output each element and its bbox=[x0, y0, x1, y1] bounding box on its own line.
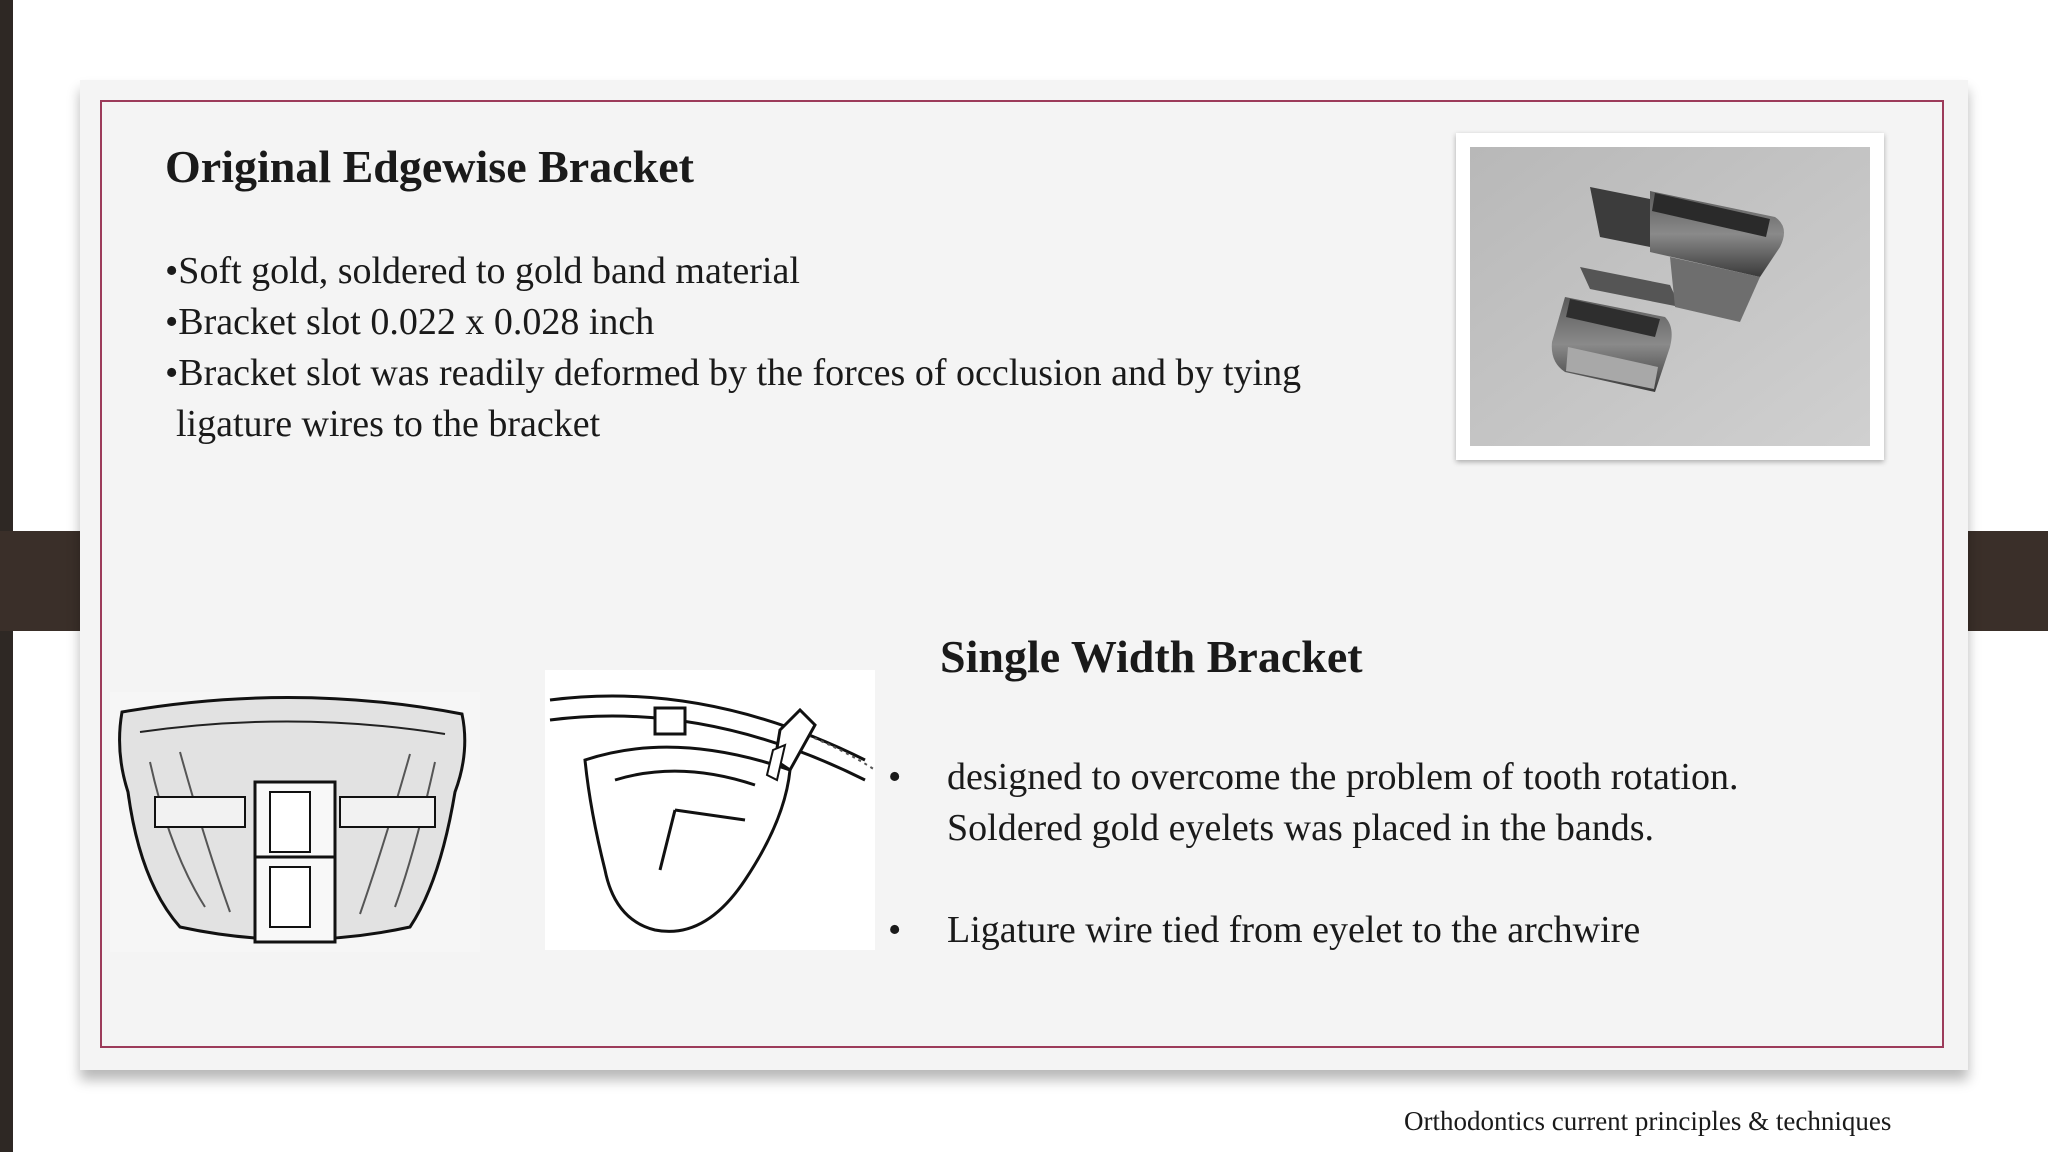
section1-bullet-3: •Bracket slot was readily deformed by the forces of occlusion and by tying bbox=[165, 352, 1302, 394]
section1-bullet-1: •Soft gold, soldered to gold band material bbox=[165, 250, 800, 292]
section1-title: Original Edgewise Bracket bbox=[165, 141, 694, 192]
band-with-bracket-drawing bbox=[110, 692, 480, 952]
section1-bullet-list bbox=[165, 246, 1415, 450]
bullet-marker: • bbox=[888, 756, 902, 798]
section2-title: Single Width Bracket bbox=[940, 631, 1363, 682]
bracket-photo-image bbox=[1470, 147, 1870, 446]
section1-bullet-3-continued: ligature wires to the bracket bbox=[176, 403, 601, 445]
section2-bullet-list bbox=[880, 752, 1880, 956]
footer-source: Orthodontics current principles & techniques bbox=[1404, 1106, 1892, 1136]
section2-bullet-2 bbox=[880, 905, 1880, 956]
edgewise-bracket-photo bbox=[1456, 133, 1884, 460]
section2-bullet-1-text: designed to overcome the problem of tooth rotation. Soldered gold eyelets was placed in the bands. bbox=[947, 756, 1739, 849]
section1-bullet-2: •Bracket slot 0.022 x 0.028 inch bbox=[165, 301, 655, 343]
single-width-bracket-drawing bbox=[545, 670, 875, 950]
section2-bullet-2-text: Ligature wire tied from eyelet to the archwire bbox=[947, 909, 1641, 951]
bullet-marker: • bbox=[888, 909, 902, 951]
section2-bullet-1 bbox=[880, 752, 1880, 854]
